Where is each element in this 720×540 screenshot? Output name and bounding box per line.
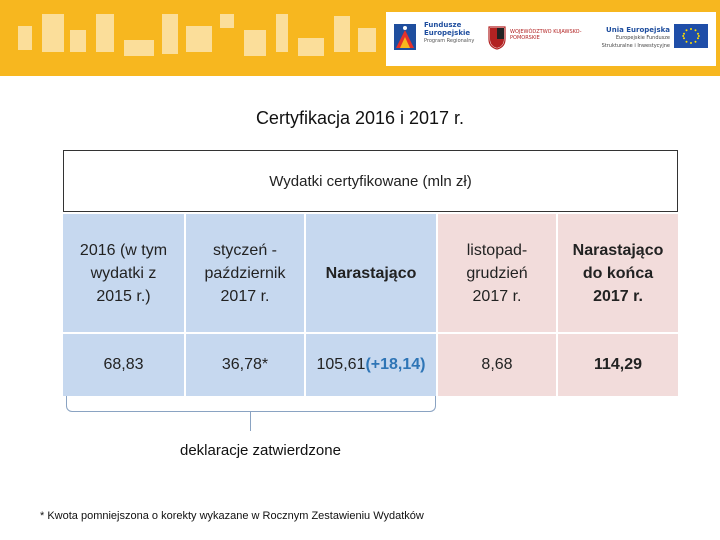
table-caption: Wydatki certyfikowane (mln zł) — [269, 173, 472, 190]
decorative-block — [220, 14, 234, 28]
decorative-block — [276, 14, 288, 52]
decorative-block — [70, 30, 86, 52]
bracket-label: deklaracje zatwierdzone — [180, 442, 341, 459]
value-cumulative-end-2017: 114,29 — [558, 334, 678, 396]
ue-logo-subtitle: Europejskie Fundusze Strukturalne i Inwestycyjne — [601, 35, 670, 49]
header-banner — [0, 0, 720, 76]
table-caption-box — [63, 150, 678, 212]
decorative-block — [334, 16, 350, 52]
page-title: Certyfikacja 2016 i 2017 r. — [255, 108, 465, 128]
column-header-jan-oct-2017: styczeń - październik 2017 r. — [186, 214, 304, 332]
value-nov-dec-2017: 8,68 — [438, 334, 556, 396]
column-header-cumulative: Narastająco — [306, 214, 436, 332]
value-jan-oct-2017: 36,78* — [186, 334, 304, 396]
decorative-block — [186, 26, 212, 52]
fundusze-europejskie-icon — [392, 22, 418, 52]
eu-flag-icon — [674, 24, 708, 48]
column-header-nov-dec-2017: listopad- grudzień 2017 r. — [438, 214, 556, 332]
decorative-block — [18, 26, 32, 50]
fe-logo-title: Fundusze Europejskie — [424, 21, 471, 37]
kujawsko-pomorskie-crest-icon — [488, 26, 506, 50]
column-header-cumulative-end-2017: Narastająco do końca 2017 r. — [558, 214, 678, 332]
bracket — [66, 396, 436, 412]
fe-logo-subtitle: Program Regionalny — [424, 38, 475, 44]
ue-logo-title: Unia Europejska — [606, 26, 670, 34]
bracket-pointer — [250, 411, 251, 431]
decorative-block — [244, 30, 266, 56]
decorative-block — [162, 14, 178, 54]
decorative-block — [298, 38, 324, 56]
value-2016: 68,83 — [63, 334, 184, 396]
logo-strip — [386, 12, 716, 66]
decorative-block — [42, 14, 64, 52]
fundusze-europejskie-logo — [424, 21, 484, 45]
value-cumulative-increase: (+18,14) — [365, 356, 426, 373]
kujawsko-pomorskie-logo: WOJEWÓDZTWO KUJAWSKO-POMORSKIE — [510, 29, 582, 41]
decorative-block — [96, 14, 114, 52]
unia-europejska-logo — [594, 26, 670, 50]
decorative-block — [358, 28, 376, 52]
decorative-block — [124, 40, 154, 56]
footnote: * Kwota pomniejszona o korekty wykazane w Rocznym Zestawieniu Wydatków — [40, 510, 424, 522]
column-header-2016: 2016 (w tym wydatki z 2015 r.) — [63, 214, 184, 332]
value-cumulative: 105,61 (+18,14) — [306, 334, 436, 396]
